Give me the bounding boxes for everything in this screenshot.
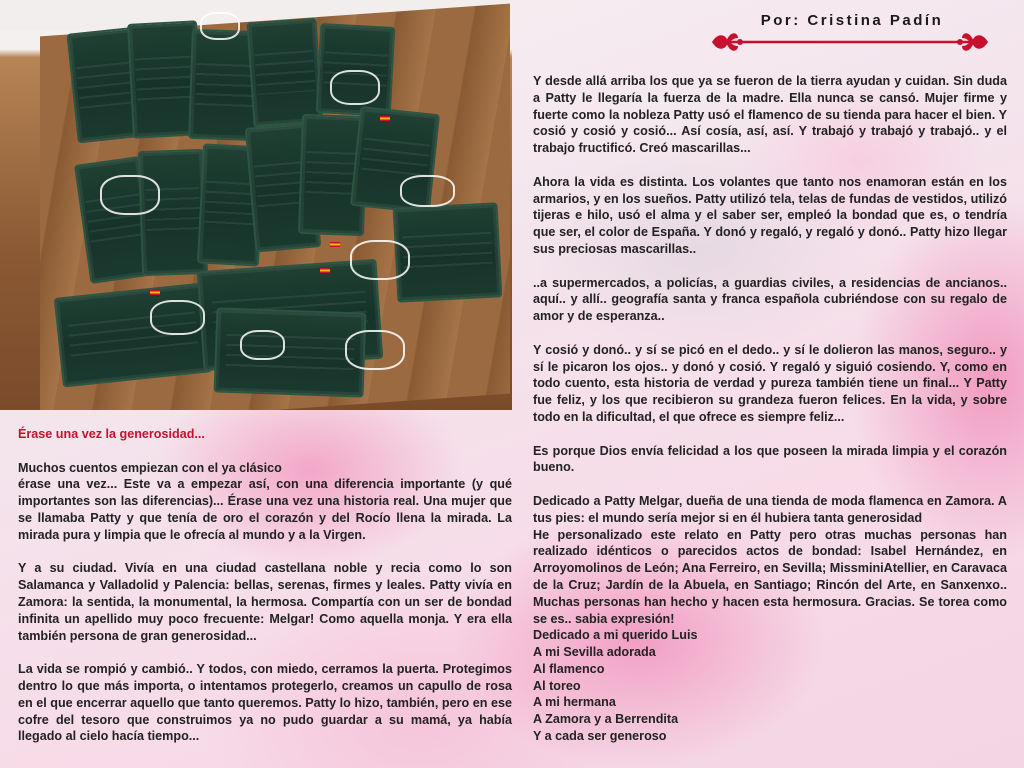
mask-bundle (246, 18, 323, 128)
paragraph: Muchos cuentos empiezan con el ya clásico (18, 460, 282, 475)
dedication-block (533, 493, 1007, 745)
mask-bundle (214, 307, 367, 397)
paragraph: Es porque Dios envía felicidad a los que poseen la mirada limpia y el corazón bueno. (533, 443, 1007, 475)
spain-flag-icon (380, 116, 390, 121)
byline: Por: Cristina Padín (760, 12, 944, 29)
paragraph: Y desde allá arriba los que ya se fueron de la tierra ayudan y cuidan. Sin duda a Patty le llegaría la fuerza de la madre. Ella nunca se cansó. Mujer firme y fuerte como la nobleza Patty usó el flamenco de su tienda para hacer el bien. Y cosió y cosió y cosió... Así cosía, así, así. Y trabajó y trabajó y trabajó.. y el trabajo fructificó. Creó mascarillas... (533, 74, 1007, 156)
dedication-line: Dedicado a mi querido Luis (533, 628, 698, 643)
paragraph: Y cosió y donó.. y sí se picó en el dedo.. y sí le dolieron las manos, seguro.. y sí le picaron los ojos.. y donó y cosió. Y regaló y siguió cosiendo. Y, como en todo cuento, esta historia de verdad y pureza también tiene un final... Y Patty fue feliz, y los que recibieron su grandeza fueron felices. En la vida, y sobre todo en la dificultad, el que ofrece es siempre feliz... (533, 342, 1007, 424)
paragraph: Y a su ciudad. Vivía en una ciudad castellana noble y recia como lo son Salamanca y Valladolid y Palencia: bellas, serenas, firmes y leales. Patty vivía en Zamora: la sentida, la monumental, la hermosa. Compartía con un ser de bondad infinita un apellido muy poco frecuente: Melgar! Como aquella monja. Y era ella también persona de gran generosidad... (18, 561, 512, 643)
dedication-line: Dedicado a Patty Melgar, dueña de una tienda de moda flamenca en Zamora. A tus pies: el mundo sería mejor si en él hubiera tanta generosidad (533, 493, 1007, 525)
dedication-line: He personalizado este relato en Patty pero otras muchas personas han realizado idénticos o parecidos actos de bondad: Isabel Hernández, en Arroyomolinos de León; Ana Ferreiro, en Sevilla; MissminiAtellier, en Caravaca de la Cruz; Jardín de la Abuela, en Santiago; Rincón del Arte, en Sanxenxo.. Muchas personas han hecho y hacen esta hermosura. Gracias. Se torea como se es.. sabia expresión! (533, 527, 1007, 626)
dedication-line: Al flamenco (533, 661, 605, 676)
mask-strap (200, 12, 240, 40)
dedication-line: A mi hermana (533, 695, 616, 710)
dedication-line: A Zamora y a Berrendita (533, 712, 679, 727)
mask-strap (100, 175, 160, 215)
spain-flag-icon (330, 242, 340, 247)
mask-strap (240, 330, 285, 360)
mask-strap (350, 240, 410, 280)
paragraph: érase una vez... Este va a empezar así, con una diferencia importante (y qué importantes son las diferencias)... Érase una vez una historia real. Una mujer que se llamaba Patty y que tenía de oro el corazón y del Rocío llena la mirada. La mirada pura y limpia que le ofrecía al mundo y a la Virgen. (18, 477, 512, 542)
mask-strap (330, 70, 380, 105)
paragraph: ..a supermercados, a policías, a guardias civiles, a residencias de ancianos.. aquí.. y allí.. geografía santa y franca española cubriéndose con su regalo de amor y de esperanza.. (533, 275, 1007, 324)
dedication-line: Y a cada ser generoso (533, 729, 667, 744)
spain-flag-icon (150, 290, 160, 295)
paragraph: La vida se rompió y cambió.. Y todos, con miedo, cerramos la puerta. Protegimos dentro lo que más importa, o intentamos protegerlo, creamos un capullo de rosa en el que encerrar aquello que tanto queremos. Patty lo hizo, también, pero en ese cofre del tesoro que construimos ya no pudo guardar a su mamá, ya había llegado al cielo hacía tiempo... (18, 662, 512, 744)
dedication-line: A mi Sevilla adorada (533, 645, 656, 660)
mask-strap (345, 330, 405, 370)
paragraph: Ahora la vida es distinta. Los volantes que tanto nos enamoran están en los armarios, y en los sueños. Patty utilizó tela, telas de fundas de vestidos, utilizó tijeras e hilo, usó el alma y el saber ser, empleó la bondad que es, o tendría que ser, el color de España. Y donó y regaló, y regaló y donó.. Patty hizo llegar sus preciosas mascarillas.. (533, 174, 1007, 256)
right-column (533, 73, 1007, 745)
dedication-line: Al toreo (533, 678, 581, 693)
fleur-de-lis-divider-icon (708, 28, 992, 56)
left-column (18, 426, 512, 762)
mask-strap (400, 175, 455, 207)
spain-flag-icon (320, 268, 330, 273)
masks-photo (0, 0, 512, 410)
mask-strap (150, 300, 205, 335)
mask-bundle (54, 282, 213, 387)
story-heading: Érase una vez la generosidad... (18, 427, 205, 441)
